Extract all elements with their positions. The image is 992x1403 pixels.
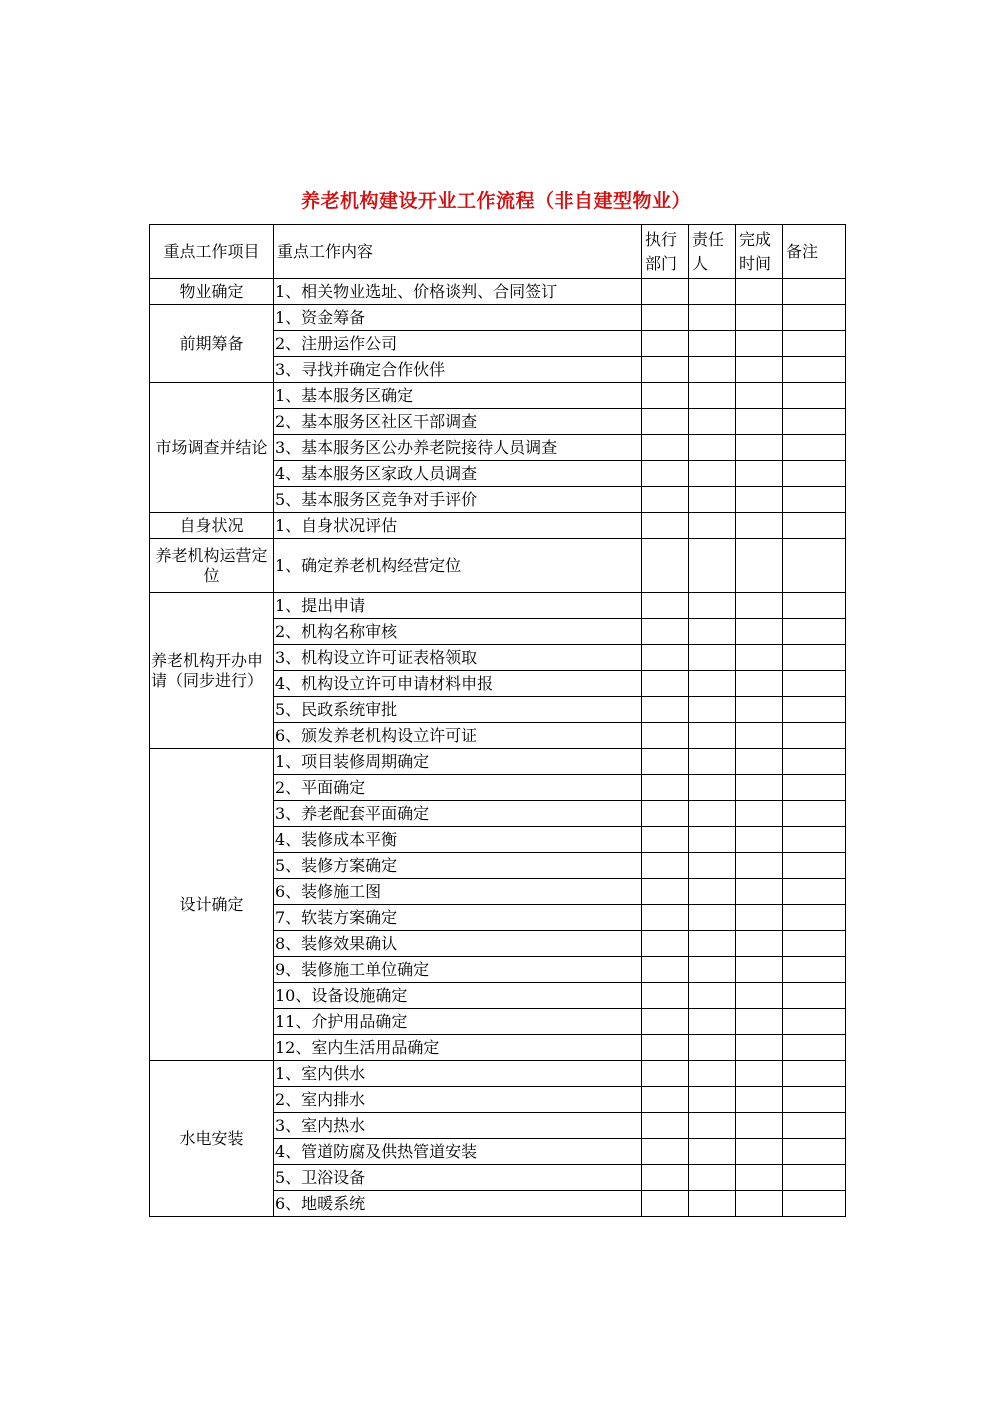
dept-cell[interactable] [642, 461, 689, 487]
note-cell[interactable] [783, 697, 846, 723]
note-cell[interactable] [783, 279, 846, 305]
note-cell[interactable] [783, 409, 846, 435]
workflow-table [149, 224, 846, 1217]
time-cell[interactable] [736, 1165, 783, 1191]
content-cell: 10、设备设施确定 [274, 983, 642, 1009]
person-cell[interactable] [689, 513, 736, 539]
time-cell[interactable] [736, 409, 783, 435]
time-cell[interactable] [736, 879, 783, 905]
content-cell: 5、卫浴设备 [274, 1165, 642, 1191]
person-cell[interactable] [689, 383, 736, 409]
person-cell[interactable] [689, 723, 736, 749]
dept-cell[interactable] [642, 513, 689, 539]
time-cell[interactable] [736, 775, 783, 801]
content-cell: 3、养老配套平面确定 [274, 801, 642, 827]
note-cell[interactable] [783, 1061, 846, 1087]
person-cell[interactable] [689, 487, 736, 513]
person-cell[interactable] [689, 1035, 736, 1061]
note-cell[interactable] [783, 539, 846, 593]
content-cell: 2、注册运作公司 [274, 331, 642, 357]
person-cell[interactable] [689, 1113, 736, 1139]
content-cell: 3、室内热水 [274, 1113, 642, 1139]
content-cell: 11、介护用品确定 [274, 1009, 642, 1035]
time-cell[interactable] [736, 801, 783, 827]
category-cell: 设计确定 [150, 749, 274, 1061]
header-dept: 执行部门 [642, 225, 689, 279]
content-cell: 4、装修成本平衡 [274, 827, 642, 853]
content-cell: 6、装修施工图 [274, 879, 642, 905]
content-cell: 4、基本服务区家政人员调查 [274, 461, 642, 487]
category-cell: 养老机构开办申请（同步进行） [150, 593, 274, 749]
note-cell[interactable] [783, 983, 846, 1009]
note-cell[interactable] [783, 513, 846, 539]
content-cell: 6、地暖系统 [274, 1191, 642, 1217]
person-cell[interactable] [689, 305, 736, 331]
dept-cell[interactable] [642, 697, 689, 723]
table-row [150, 513, 846, 539]
time-cell[interactable] [736, 1009, 783, 1035]
note-cell[interactable] [783, 461, 846, 487]
time-cell[interactable] [736, 461, 783, 487]
person-cell[interactable] [689, 931, 736, 957]
person-cell[interactable] [689, 539, 736, 593]
header-content: 重点工作内容 [274, 225, 642, 279]
time-cell[interactable] [736, 1087, 783, 1113]
content-cell: 1、室内供水 [274, 1061, 642, 1087]
dept-cell[interactable] [642, 671, 689, 697]
time-cell[interactable] [736, 1191, 783, 1217]
header-note: 备注 [783, 225, 846, 279]
content-cell: 7、软装方案确定 [274, 905, 642, 931]
category-cell: 物业确定 [150, 279, 274, 305]
dept-cell[interactable] [642, 539, 689, 593]
note-cell[interactable] [783, 957, 846, 983]
time-cell[interactable] [736, 619, 783, 645]
category-cell: 水电安装 [150, 1061, 274, 1217]
person-cell[interactable] [689, 331, 736, 357]
category-cell: 前期筹备 [150, 305, 274, 383]
content-cell: 4、管道防腐及供热管道安装 [274, 1139, 642, 1165]
dept-cell[interactable] [642, 383, 689, 409]
time-cell[interactable] [736, 671, 783, 697]
person-cell[interactable] [689, 357, 736, 383]
time-cell[interactable] [736, 1139, 783, 1165]
content-cell: 9、装修施工单位确定 [274, 957, 642, 983]
table-row [150, 1061, 846, 1087]
time-cell[interactable] [736, 305, 783, 331]
time-cell[interactable] [736, 279, 783, 305]
header-row [150, 225, 846, 279]
content-cell: 5、民政系统审批 [274, 697, 642, 723]
time-cell[interactable] [736, 593, 783, 619]
content-cell: 1、相关物业选址、价格谈判、合同签订 [274, 279, 642, 305]
time-cell[interactable] [736, 827, 783, 853]
person-cell[interactable] [689, 461, 736, 487]
note-cell[interactable] [783, 305, 846, 331]
person-cell[interactable] [689, 905, 736, 931]
note-cell[interactable] [783, 905, 846, 931]
content-cell: 3、基本服务区公办养老院接待人员调查 [274, 435, 642, 461]
time-cell[interactable] [736, 383, 783, 409]
note-cell[interactable] [783, 487, 846, 513]
person-cell[interactable] [689, 279, 736, 305]
time-cell[interactable] [736, 931, 783, 957]
content-cell: 4、机构设立许可申请材料申报 [274, 671, 642, 697]
person-cell[interactable] [689, 671, 736, 697]
content-cell: 5、基本服务区竞争对手评价 [274, 487, 642, 513]
person-cell[interactable] [689, 879, 736, 905]
table-row [150, 383, 846, 409]
person-cell[interactable] [689, 1165, 736, 1191]
content-cell: 2、机构名称审核 [274, 619, 642, 645]
time-cell[interactable] [736, 853, 783, 879]
dept-cell[interactable] [642, 853, 689, 879]
table-row [150, 305, 846, 331]
time-cell[interactable] [736, 723, 783, 749]
dept-cell[interactable] [642, 1009, 689, 1035]
person-cell[interactable] [689, 1191, 736, 1217]
person-cell[interactable] [689, 1061, 736, 1087]
dept-cell[interactable] [642, 357, 689, 383]
time-cell[interactable] [736, 357, 783, 383]
note-cell[interactable] [783, 1009, 846, 1035]
dept-cell[interactable] [642, 619, 689, 645]
note-cell[interactable] [783, 931, 846, 957]
content-cell: 1、提出申请 [274, 593, 642, 619]
category-cell: 自身状况 [150, 513, 274, 539]
header-time: 完成时间 [736, 225, 783, 279]
person-cell[interactable] [689, 1009, 736, 1035]
time-cell[interactable] [736, 487, 783, 513]
table-row [150, 593, 846, 619]
note-cell[interactable] [783, 619, 846, 645]
note-cell[interactable] [783, 1113, 846, 1139]
header-category: 重点工作项目 [150, 225, 274, 279]
note-cell[interactable] [783, 357, 846, 383]
person-cell[interactable] [689, 853, 736, 879]
note-cell[interactable] [783, 671, 846, 697]
note-cell[interactable] [783, 801, 846, 827]
note-cell[interactable] [783, 435, 846, 461]
table-row [150, 279, 846, 305]
content-cell: 2、基本服务区社区干部调查 [274, 409, 642, 435]
dept-cell[interactable] [642, 305, 689, 331]
dept-cell[interactable] [642, 1113, 689, 1139]
person-cell[interactable] [689, 593, 736, 619]
content-cell: 1、确定养老机构经营定位 [274, 539, 642, 593]
header-person: 责任人 [689, 225, 736, 279]
time-cell[interactable] [736, 983, 783, 1009]
dept-cell[interactable] [642, 279, 689, 305]
note-cell[interactable] [783, 1139, 846, 1165]
dept-cell[interactable] [642, 645, 689, 671]
time-cell[interactable] [736, 645, 783, 671]
content-cell: 2、平面确定 [274, 775, 642, 801]
note-cell[interactable] [783, 383, 846, 409]
time-cell[interactable] [736, 513, 783, 539]
person-cell[interactable] [689, 957, 736, 983]
note-cell[interactable] [783, 1035, 846, 1061]
time-cell[interactable] [736, 697, 783, 723]
content-cell: 1、项目装修周期确定 [274, 749, 642, 775]
dept-cell[interactable] [642, 905, 689, 931]
note-cell[interactable] [783, 827, 846, 853]
dept-cell[interactable] [642, 1087, 689, 1113]
dept-cell[interactable] [642, 1035, 689, 1061]
time-cell[interactable] [736, 1061, 783, 1087]
dept-cell[interactable] [642, 487, 689, 513]
content-cell: 1、自身状况评估 [274, 513, 642, 539]
note-cell[interactable] [783, 331, 846, 357]
note-cell[interactable] [783, 749, 846, 775]
time-cell[interactable] [736, 749, 783, 775]
person-cell[interactable] [689, 801, 736, 827]
note-cell[interactable] [783, 1087, 846, 1113]
person-cell[interactable] [689, 645, 736, 671]
person-cell[interactable] [689, 435, 736, 461]
content-cell: 8、装修效果确认 [274, 931, 642, 957]
note-cell[interactable] [783, 645, 846, 671]
time-cell[interactable] [736, 905, 783, 931]
category-cell: 养老机构运营定位 [150, 539, 274, 593]
dept-cell[interactable] [642, 749, 689, 775]
dept-cell[interactable] [642, 593, 689, 619]
time-cell[interactable] [736, 1113, 783, 1139]
dept-cell[interactable] [642, 983, 689, 1009]
content-cell: 3、寻找并确定合作伙伴 [274, 357, 642, 383]
content-cell: 1、基本服务区确定 [274, 383, 642, 409]
dept-cell[interactable] [642, 879, 689, 905]
content-cell: 6、颁发养老机构设立许可证 [274, 723, 642, 749]
person-cell[interactable] [689, 1139, 736, 1165]
person-cell[interactable] [689, 983, 736, 1009]
person-cell[interactable] [689, 827, 736, 853]
content-cell: 1、资金筹备 [274, 305, 642, 331]
dept-cell[interactable] [642, 331, 689, 357]
table-row [150, 539, 846, 593]
dept-cell[interactable] [642, 409, 689, 435]
dept-cell[interactable] [642, 775, 689, 801]
dept-cell[interactable] [642, 801, 689, 827]
dept-cell[interactable] [642, 931, 689, 957]
dept-cell[interactable] [642, 435, 689, 461]
table-row [150, 749, 846, 775]
note-cell[interactable] [783, 1165, 846, 1191]
dept-cell[interactable] [642, 1061, 689, 1087]
time-cell[interactable] [736, 1035, 783, 1061]
dept-cell[interactable] [642, 1191, 689, 1217]
note-cell[interactable] [783, 1191, 846, 1217]
person-cell[interactable] [689, 1087, 736, 1113]
person-cell[interactable] [689, 775, 736, 801]
category-cell: 市场调查并结论 [150, 383, 274, 513]
dept-cell[interactable] [642, 957, 689, 983]
document-title: 养老机构建设开业工作流程（非自建型物业） [300, 190, 691, 212]
time-cell[interactable] [736, 957, 783, 983]
dept-cell[interactable] [642, 827, 689, 853]
time-cell[interactable] [736, 435, 783, 461]
note-cell[interactable] [783, 853, 846, 879]
dept-cell[interactable] [642, 1139, 689, 1165]
content-cell: 5、装修方案确定 [274, 853, 642, 879]
content-cell: 3、机构设立许可证表格领取 [274, 645, 642, 671]
content-cell: 2、室内排水 [274, 1087, 642, 1113]
note-cell[interactable] [783, 723, 846, 749]
dept-cell[interactable] [642, 1165, 689, 1191]
note-cell[interactable] [783, 879, 846, 905]
time-cell[interactable] [736, 539, 783, 593]
person-cell[interactable] [689, 749, 736, 775]
content-cell: 12、室内生活用品确定 [274, 1035, 642, 1061]
person-cell[interactable] [689, 697, 736, 723]
time-cell[interactable] [736, 331, 783, 357]
note-cell[interactable] [783, 593, 846, 619]
note-cell[interactable] [783, 775, 846, 801]
person-cell[interactable] [689, 409, 736, 435]
dept-cell[interactable] [642, 723, 689, 749]
person-cell[interactable] [689, 619, 736, 645]
